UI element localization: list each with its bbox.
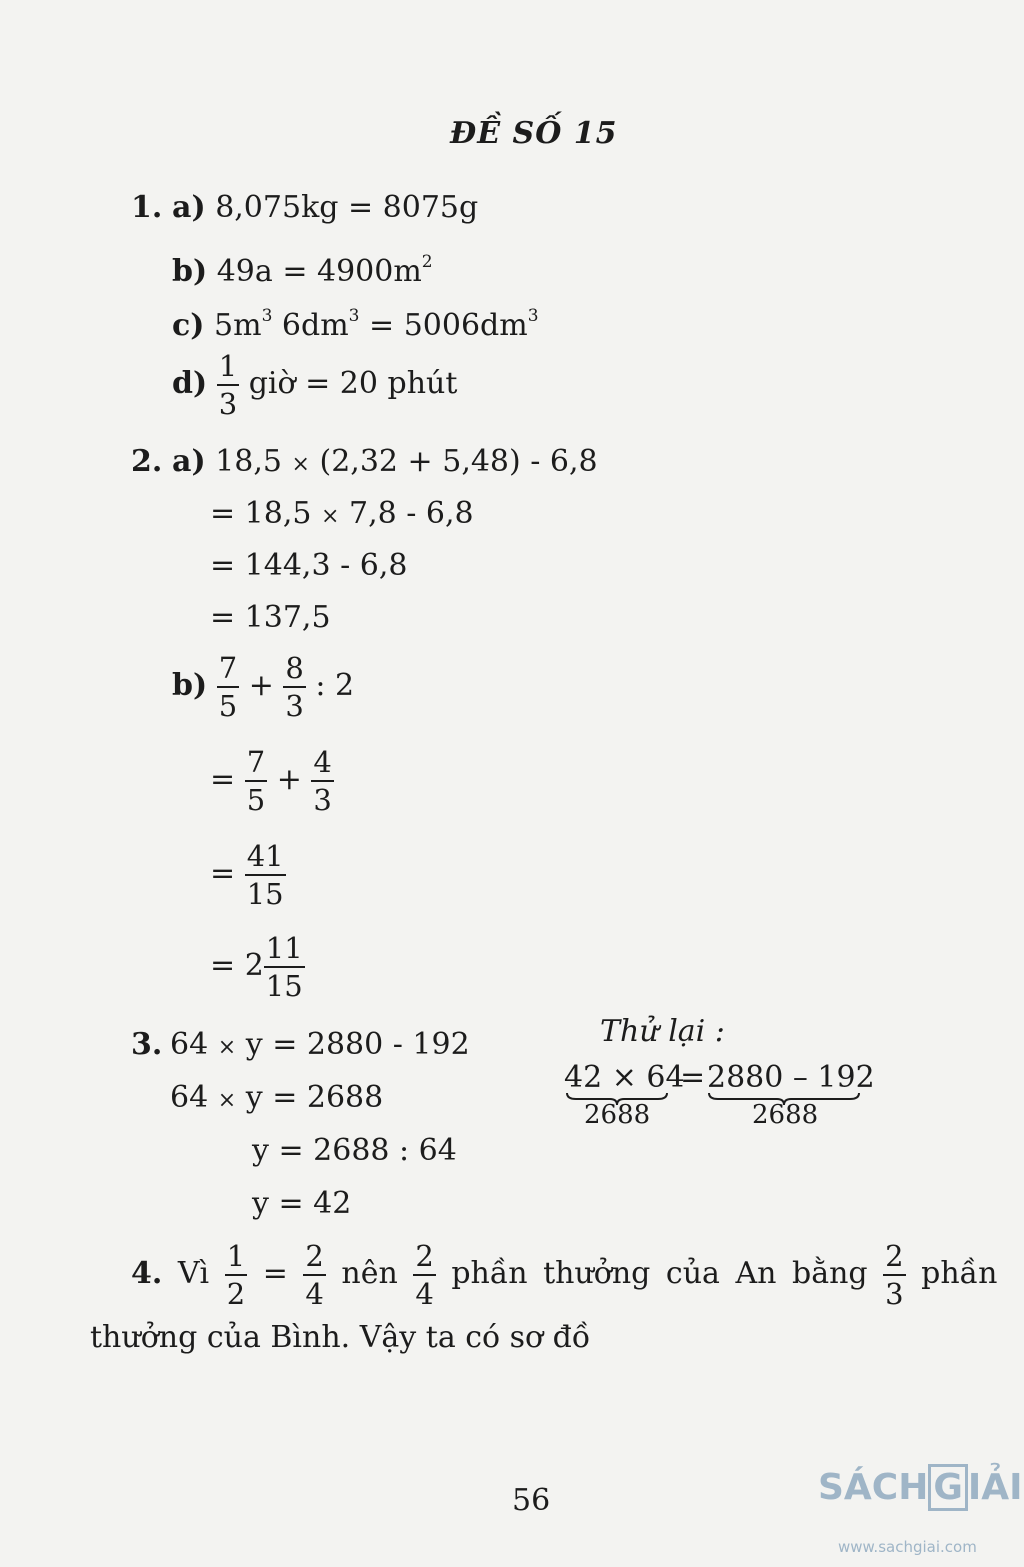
fraction-denominator: 5 bbox=[246, 783, 266, 817]
equals-sign: = bbox=[210, 856, 236, 891]
fraction-numerator: 2 bbox=[303, 1238, 325, 1276]
fraction-denominator: 15 bbox=[246, 877, 284, 911]
text: phần thưởng của An bằng bbox=[451, 1256, 868, 1291]
question-1c-exp2: 3 bbox=[348, 306, 360, 326]
expr-part: 64 bbox=[170, 1080, 209, 1115]
question-1c-part3: = 5006dm bbox=[359, 308, 528, 343]
expr-part: 7,8 - 6,8 bbox=[349, 496, 474, 531]
question-2a-line3: = 144,3 - 6,8 bbox=[210, 548, 408, 583]
times-sign: × bbox=[321, 504, 340, 529]
watermark-url: www.sachgiai.com bbox=[838, 1538, 977, 1556]
question-4-line1 bbox=[131, 1238, 997, 1312]
plus-sign: + bbox=[248, 668, 274, 703]
fraction-denominator: 2 bbox=[226, 1277, 246, 1311]
fraction-numerator: 7 bbox=[217, 650, 239, 688]
fraction-denominator: 4 bbox=[305, 1277, 324, 1311]
question-1c-part2: 6dm bbox=[272, 308, 349, 343]
question-1b-exponent: 2 bbox=[421, 252, 433, 272]
fraction bbox=[245, 838, 286, 912]
fraction-denominator: 3 bbox=[313, 783, 332, 817]
question-3-line2 bbox=[170, 1080, 383, 1119]
question-1a-text: 8,075kg = 8075g bbox=[215, 190, 479, 225]
question-1c bbox=[172, 298, 539, 344]
fraction bbox=[245, 744, 267, 818]
fraction-numerator: 7 bbox=[245, 744, 267, 782]
fraction bbox=[303, 1238, 325, 1312]
question-1c-exp3: 3 bbox=[527, 306, 539, 326]
fraction-denominator: 3 bbox=[285, 689, 304, 723]
question-2b-line2 bbox=[210, 744, 334, 818]
times-sign: × bbox=[217, 1088, 237, 1113]
fraction-denominator: 3 bbox=[885, 1277, 904, 1311]
question-4-number: 4. bbox=[131, 1256, 163, 1291]
question-3-line1 bbox=[170, 1027, 470, 1066]
fraction-numerator: 8 bbox=[283, 650, 305, 688]
question-2a-line1 bbox=[172, 444, 598, 483]
fraction-denominator: 4 bbox=[415, 1277, 434, 1311]
check-left-expr: 42 × 64 bbox=[564, 1060, 685, 1095]
expr-part: y = 2880 - 192 bbox=[245, 1027, 470, 1062]
watermark-boxed-letter: G bbox=[928, 1464, 968, 1511]
check-left-result: 2688 bbox=[584, 1100, 651, 1130]
expr-part: 18,5 bbox=[215, 444, 282, 479]
watermark-text: SÁCH bbox=[818, 1467, 929, 1508]
fraction-numerator: 2 bbox=[883, 1238, 905, 1276]
fraction-denominator: 15 bbox=[265, 969, 303, 1003]
check-right-expr: 2880 – 192 bbox=[707, 1060, 875, 1095]
watermark-text: IẢI bbox=[967, 1467, 1023, 1508]
check-right-result: 2688 bbox=[752, 1100, 819, 1130]
question-1c-part1: 5m bbox=[214, 308, 262, 343]
question-1d bbox=[172, 348, 457, 422]
fraction-denominator: 5 bbox=[218, 689, 238, 723]
equals-sign: = bbox=[262, 1256, 288, 1291]
question-2b-line4 bbox=[210, 930, 305, 1004]
fraction-numerator: 41 bbox=[245, 838, 286, 876]
times-sign: × bbox=[291, 452, 310, 477]
check-equals: = bbox=[680, 1060, 706, 1095]
fraction bbox=[217, 650, 239, 724]
question-4-line2: thưởng của Bình. Vậy ta có sơ đồ bbox=[90, 1320, 591, 1355]
fraction bbox=[311, 744, 333, 818]
fraction-denominator: 3 bbox=[218, 387, 238, 421]
question-1d-label: d) bbox=[172, 366, 208, 401]
question-2a-line4: = 137,5 bbox=[210, 600, 331, 635]
question-1a bbox=[172, 190, 478, 226]
mixed-whole: 2 bbox=[244, 948, 264, 983]
text: nên bbox=[341, 1256, 398, 1291]
plus-sign: + bbox=[276, 762, 302, 797]
question-1a-label: a) bbox=[172, 190, 206, 225]
equals-sign: = bbox=[210, 948, 236, 983]
check-label: Thử lại : bbox=[600, 1014, 725, 1049]
watermark-logo bbox=[818, 1464, 1023, 1511]
question-1d-fraction bbox=[217, 348, 239, 422]
page-number: 56 bbox=[512, 1483, 551, 1518]
question-1b-text: 49a = 4900m bbox=[216, 254, 422, 289]
question-2b-line1 bbox=[172, 650, 354, 724]
expr-part: = 18,5 bbox=[210, 496, 312, 531]
question-2b-label: b) bbox=[172, 668, 208, 703]
fraction bbox=[225, 1238, 247, 1312]
page-title: ĐỀ SỐ 15 bbox=[450, 116, 618, 151]
fraction bbox=[283, 650, 305, 724]
fraction-numerator: 1 bbox=[225, 1238, 247, 1276]
question-1c-exp1: 3 bbox=[261, 306, 273, 326]
question-1b-label: b) bbox=[172, 254, 208, 289]
fraction-numerator: 2 bbox=[413, 1238, 435, 1276]
fraction bbox=[883, 1238, 905, 1312]
question-2a-line2 bbox=[210, 496, 474, 535]
question-3-number: 3. bbox=[131, 1027, 163, 1062]
times-sign: × bbox=[217, 1035, 237, 1060]
divide-expr: : 2 bbox=[315, 668, 355, 703]
text: phần bbox=[921, 1256, 998, 1291]
expr-part: (2,32 + 5,48) - 6,8 bbox=[319, 444, 598, 479]
question-1b bbox=[172, 244, 433, 290]
equals-sign: = bbox=[210, 762, 236, 797]
expr-part: 64 bbox=[170, 1027, 209, 1062]
question-3-line4: y = 42 bbox=[252, 1186, 352, 1221]
fraction bbox=[264, 930, 305, 1004]
question-1d-text: giờ = 20 phút bbox=[248, 366, 458, 401]
text: Vì bbox=[177, 1256, 210, 1291]
question-1-number: 1. bbox=[131, 190, 163, 225]
fraction bbox=[413, 1238, 435, 1312]
question-2a-label: a) bbox=[172, 444, 206, 479]
fraction-numerator: 1 bbox=[217, 348, 239, 386]
question-2-number: 2. bbox=[131, 444, 163, 479]
fraction-numerator: 11 bbox=[264, 930, 305, 968]
question-3-line3: y = 2688 : 64 bbox=[252, 1133, 457, 1168]
expr-part: y = 2688 bbox=[245, 1080, 384, 1115]
fraction-numerator: 4 bbox=[311, 744, 333, 782]
question-2b-line3 bbox=[210, 838, 286, 912]
question-1c-label: c) bbox=[172, 308, 205, 343]
